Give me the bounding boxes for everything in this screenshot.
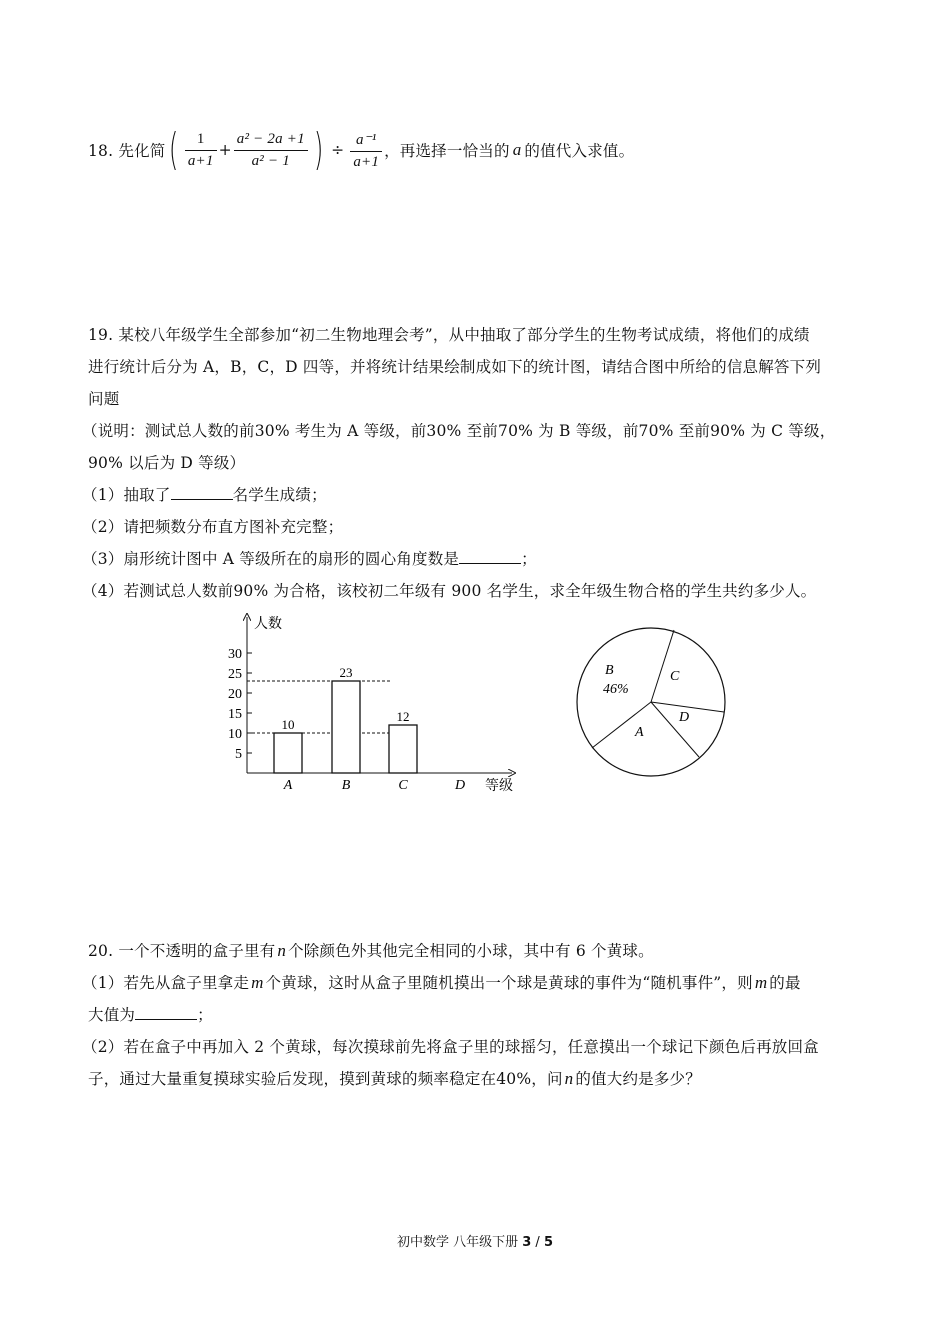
q19-note1: （说明：测试总人数的前30% 考生为 A 等级，前30% 至前70% 为 B 等级，前70% 至前90% 为 C 等级，: [82, 422, 836, 440]
pie-divider: [651, 702, 699, 757]
y-tick-label: 30: [228, 647, 242, 662]
answer-blank[interactable]: [459, 549, 521, 564]
q20-line1: 20. 一个不透明的盒子里有 n 个除颜色外其他完全相同的小球，其中有 6 个黄球。: [88, 941, 654, 960]
q20-sub2-line2: 子，通过大量重复摸球实验后发现，摸到黄球的频率稳定在40%，问 n 的值大约是多少？: [88, 1069, 701, 1088]
q18-prefix: 18. 先化简: [88, 142, 166, 160]
y-tick-label: 20: [228, 687, 242, 702]
pie-label-d: D: [679, 710, 690, 725]
bar: [389, 725, 417, 773]
q19-line1: 19. 某校八年级学生全部参加“初二生物地理会考”，从中抽取了部分学生的生物考试成绩，将他们的成绩: [88, 326, 810, 344]
fraction-2: $\frac{\text{a² − 2a +1}}{\text{a² − 1}}$: [234, 131, 308, 170]
x-tick-label: C: [398, 778, 408, 793]
y-tick-label: 15: [228, 707, 242, 722]
q19-sub4: （4）若测试总人数前90% 为合格，该校初二年级有 900 名学生，求全年级生物合格的学生共约多少人。: [82, 582, 817, 600]
x-tick-label: B: [341, 778, 351, 793]
x-tick-label: D: [454, 778, 466, 793]
fraction-1: $\frac{1}{a+1}$: [185, 131, 217, 170]
pie-label-c: C: [670, 669, 680, 684]
bar-data-label: 10: [281, 717, 295, 732]
q19-sub3: （3）扇形统计图中 A 等级所在的扇形的圆心角度数是 ；: [82, 550, 537, 568]
pie-percent-b: 46%: [603, 682, 629, 697]
fraction-3: $\frac{\text{a⁻¹}}{a+1}$: [350, 130, 382, 171]
x-axis-label: 等级: [485, 779, 513, 794]
q19-line3: 问题: [88, 390, 120, 408]
right-paren: ): [313, 124, 324, 175]
pie-divider: [651, 630, 674, 702]
answer-blank[interactable]: [135, 1005, 197, 1020]
left-paren: (: [169, 124, 179, 175]
q19-sub2: （2）请把频数分布直方图补充完整；: [82, 518, 344, 536]
bar-data-label: 23: [339, 665, 353, 680]
q20-sub1-line1: （1）若先从盒子里拿走 m 个黄球，这时从盒子里随机摸出一个球是黄球的事件为“随机事件”，则 m 的最: [82, 973, 801, 992]
q19-sub1: （1）抽取了 名学生成绩；: [82, 486, 327, 504]
pie-label-a: A: [635, 725, 644, 740]
bar-data-label: 12: [396, 709, 410, 724]
answer-blank[interactable]: [171, 485, 233, 500]
pie-label-b: B: [605, 663, 614, 678]
bar: [332, 681, 360, 773]
q20-sub2-line1: （2）若在盒子中再加入 2 个黄球，每次摸球前先将盒子里的球摇匀，任意摸出一个球记下颜色后再放回盒: [82, 1038, 819, 1056]
y-axis-label: 人数: [254, 617, 282, 632]
q19-note2: 90% 以后为 D 等级）: [88, 454, 246, 472]
y-tick-label: 25: [228, 667, 242, 682]
q19-line2: 进行统计后分为 A，B，C，D 四等，并将统计结果绘制成如下的统计图，请结合图中所给的信息解答下列: [88, 358, 822, 376]
q18-line: 18. 先化简 ( $\frac{1}{a+1}$ + $\frac{\text{a² − 2a +1}}{\text{a² − 1}}$ ) ÷ $\frac{\text{a⁻¹}}{a+1}$ ，再选择一恰当的 a 的值代入求值。: [88, 124, 635, 175]
y-tick-label: 5: [235, 747, 242, 762]
pie-chart: [575, 626, 735, 786]
q20-sub1-line2: 大值为 ；: [88, 1006, 213, 1024]
y-tick-label: 10: [228, 727, 242, 742]
x-tick-label: A: [283, 778, 293, 793]
page-footer: 初中数学 八年级下册 3 / 5: [396, 1235, 553, 1250]
histogram-chart: [222, 612, 522, 802]
bar: [274, 733, 302, 773]
